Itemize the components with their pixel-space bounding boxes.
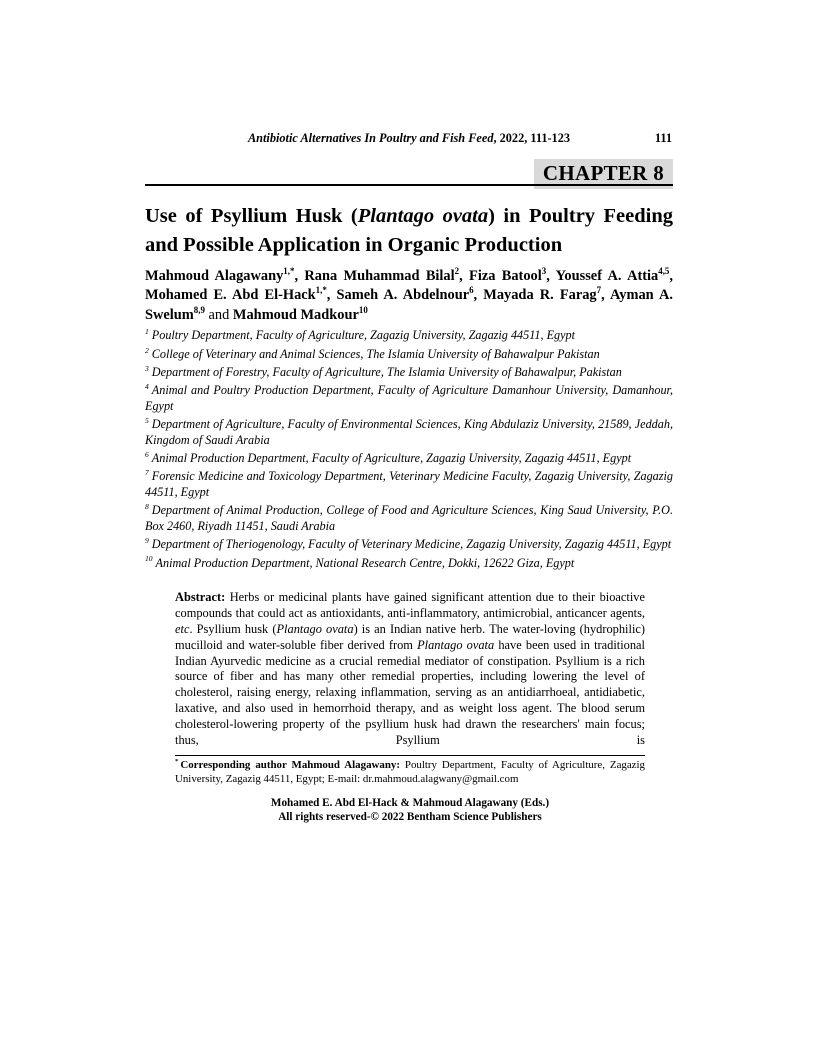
chapter-badge: CHAPTER 8 [534,159,673,189]
text-segment: Plantago ovata [276,621,354,636]
page-number: 111 [654,131,672,145]
text-segment: Plantago ovata [357,205,489,227]
text-segment: 3 [541,266,547,277]
text-segment: Poultry Department, Faculty of Agriculture, Zagazig University, Zagazig 44511, Egypt; E-mail: [175,758,645,785]
text-segment: etc [175,621,190,636]
text-segment: , [294,268,305,284]
text-segment: 4,5 [658,266,670,277]
affiliation-text: Animal and Poultry Production Department, Faculty of Agriculture Damanhour University, Damanhour, Egypt [145,383,673,413]
text-segment: 2 [454,266,460,277]
text-segment: have been used in traditional Indian Ayurvedic medicine as a crucial remedial mediator of constipation. Psyllium is a rich source of fiber and has many other remedial properties, including lowering the level of cholesterol, raising energy, relaxing inflammation, serving as an antidiarrhoeal, antidiabetic, laxative, and also used in hemorrhoid therapy, and as weight loss agent. The blood serum cholesterol-lowering property of the psyllium husk had drawn the researchers' main focus; thus, Psyllium is [175,637,645,748]
authors-line [145,267,673,325]
chapter-rule [145,155,673,189]
affiliation-text: Forensic Medicine and Toxicology Department, Veterinary Medicine Faculty, Zagazig University, Zagazig 44511, Egypt [145,469,673,499]
affiliation-number: 2 [145,345,149,355]
text-segment: Rana Muhammad Bilal [304,268,455,284]
affiliation [145,347,673,362]
running-header [145,131,673,146]
text-segment: Ayman A. Swelum [145,287,673,323]
text-segment: Plantago ovata [417,637,495,652]
text-segment: Mahmoud Madkour [232,306,359,323]
text-segment: Use of Psyllium Husk ( [145,205,358,227]
affiliation [145,503,673,534]
text-segment: 8,9 [193,305,205,316]
affiliation-text: Department of Agriculture, Faculty of Environmental Sciences, King Abdulaziz University, 21589, Jeddah, Kingdom of Saudi Arabia [145,417,673,447]
affiliation-text: Department of Theriogenology, Faculty of Veterinary Medicine, Zagazig University, Zagazig 44511, Egypt [151,537,672,552]
text-segment: * [175,758,179,766]
colophon-copyright: All rights reserved-© 2022 Bentham Science Publishers [278,811,542,824]
text-segment: Mahmoud Alagawany [145,268,284,284]
text-segment: Youssef A. Attia [555,268,659,284]
text-segment: . Psyllium husk ( [189,621,277,636]
affiliation-text: College of Veterinary and Animal Sciences, The Islamia University of Bahawalpur Pakistan [151,346,600,361]
affiliation-text: Department of Forestry, Faculty of Agriculture, The Islamia University of Bahawalpur, Pakistan [151,365,622,380]
text-segment: 6 [469,285,474,296]
text-segment: 1,* [315,285,327,296]
affiliation-number: 3 [145,363,149,373]
colophon-editors: Mohamed E. Abd El-Hack & Mahmoud Alagawany (Eds.) [270,796,550,809]
affiliation-text: Department of Animal Production, College of Food and Agriculture Sciences, King Saud University, P.O. Box 2460, Riyadh 11451, Saudi Arabia [145,503,673,533]
text-segment: Corresponding author Mahmoud Alagawany: [180,758,400,771]
text-segment: Abstract: [175,589,230,604]
affiliation [145,383,673,414]
affiliation [145,365,673,380]
text-segment: 1,* [283,266,295,277]
affiliation-text: Poultry Department, Faculty of Agriculture, Zagazig University, Zagazig 44511, Egypt [151,328,576,343]
affiliation-number: 1 [145,327,149,337]
affiliation [145,556,673,571]
text-segment: ) is an Indian native herb. The water-loving (hydrophilic) mucilloid and water-soluble fiber derived from [175,621,646,652]
page-content [145,131,673,825]
affiliation-number: 6 [145,450,149,459]
affiliation-number: 10 [145,554,153,564]
affiliation-number: 4 [145,382,149,392]
text-segment: Mohamed E. Abd El-Hack [145,287,316,304]
text-segment: , [473,287,484,304]
text-segment: and [204,306,233,323]
text-segment: Herbs or medicinal plants have gained significant attention due to their bioactive compounds that could act as antioxidants, anti-inflammatory, antimicrobial, anticancer agents, [175,589,645,620]
text-segment: , [459,268,470,284]
text-segment: Antibiotic Alternatives In Poultry and Fish Feed [247,131,494,145]
affiliation [145,328,673,343]
affiliation [145,537,673,552]
text-segment: , [546,268,556,284]
chapter-title [145,202,673,260]
abstract-paragraph [175,590,645,749]
affiliation-number: 9 [145,536,149,546]
text-segment: 7 [596,285,602,296]
text-segment: ) in Poultry Feeding and Possible Application in Organic Production [145,205,673,256]
text-segment: 10 [358,305,368,316]
affiliation-number: 7 [145,468,149,478]
corresponding-author-footnote [175,755,645,787]
text-segment: , [669,268,673,284]
text-segment: Sameh A. Abdelnour [336,287,470,304]
text-segment: Mayada R. Farag [483,287,597,304]
affiliation-text: Animal Production Department, National Research Centre, Dokki, 12622 Giza, Egypt [155,555,575,570]
affiliation-text: Animal Production Department, Faculty of Agriculture, Zagazig University, Zagazig 44511, Egypt [151,451,632,466]
affiliation [145,417,673,448]
affiliation-number: 5 [145,416,149,426]
affiliation [145,469,673,500]
affiliations-list [145,328,673,571]
text-segment: , [601,287,610,304]
email-address: dr.mahmoud.alagwany@gmail.com [362,772,519,785]
affiliation [145,451,673,466]
affiliation-number: 8 [145,502,149,512]
running-header-title [145,131,673,146]
text-segment: , [326,287,337,304]
colophon [175,796,645,826]
text-segment: Fiza Batool [469,268,542,284]
text-segment: , 2022, 111-123 [493,131,571,145]
